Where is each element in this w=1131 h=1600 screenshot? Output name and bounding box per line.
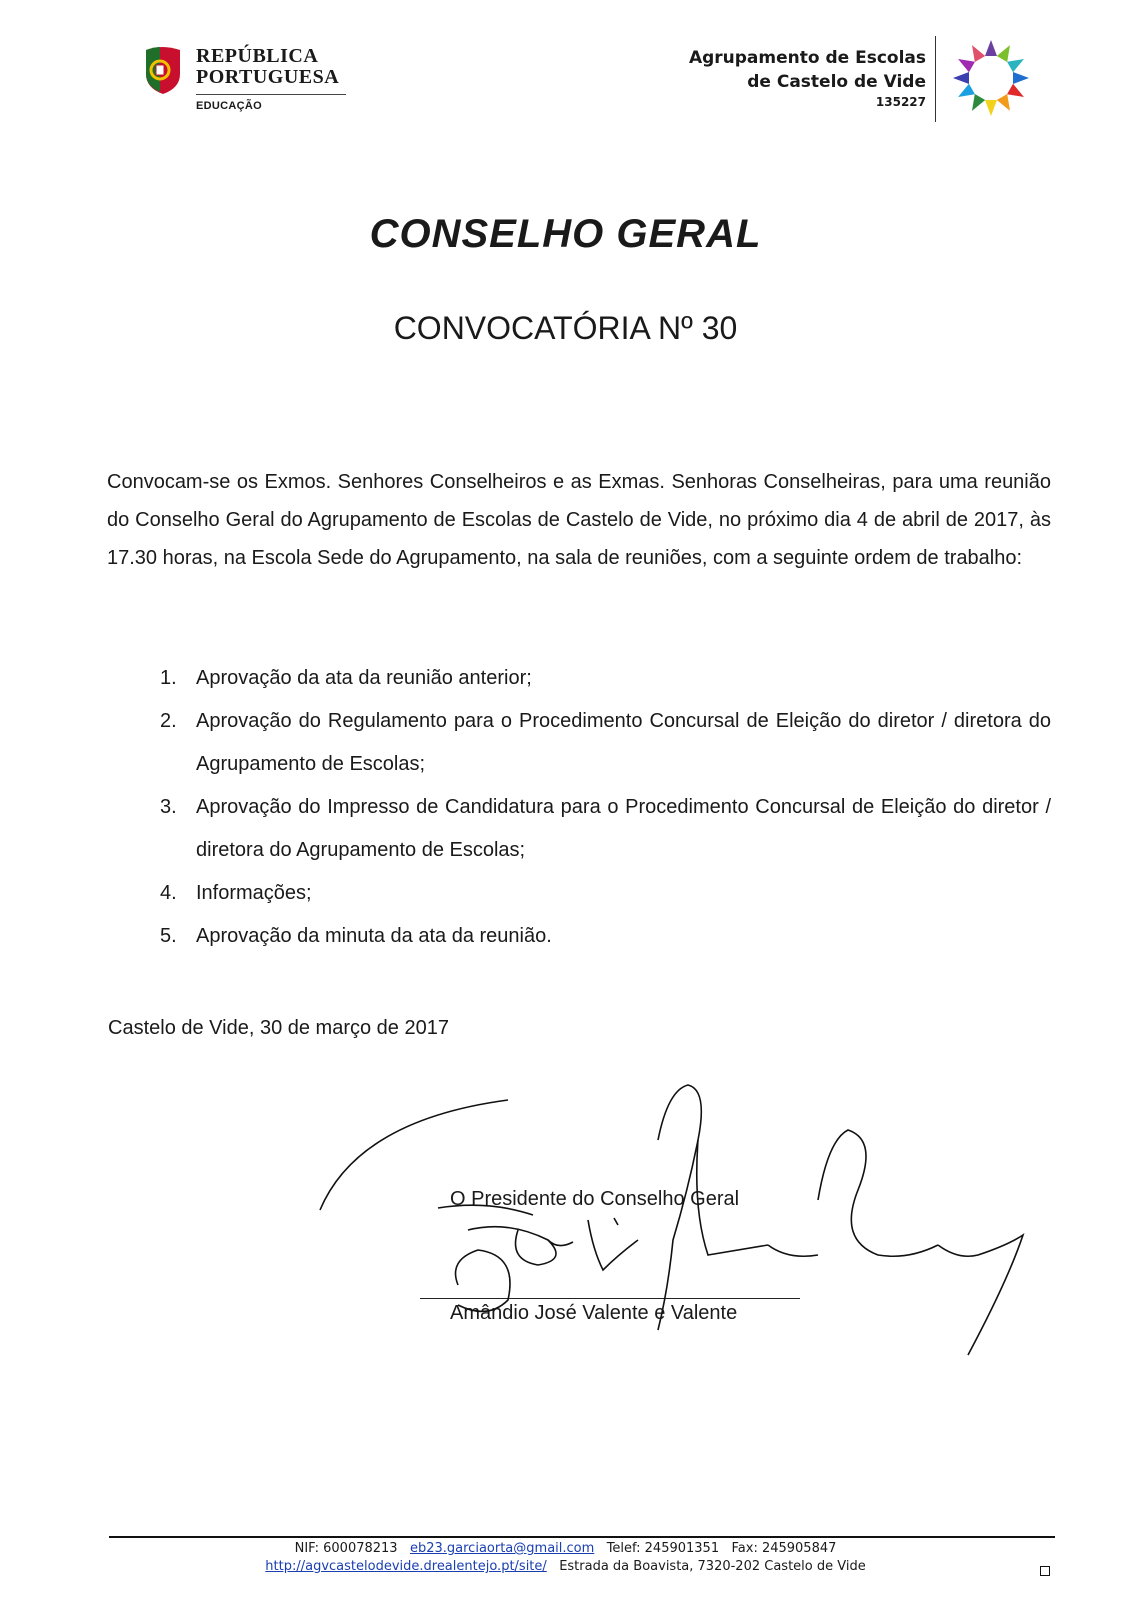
footer-fax: Fax: 245905847 bbox=[731, 1541, 837, 1556]
footer-address: Estrada da Boavista, 7320-202 Castelo de Vide bbox=[559, 1559, 866, 1574]
intro-paragraph: Convocam-se os Exmos. Senhores Conselheiros e as Exmas. Senhoras Conselheiras, para uma reunião do Conselho Geral do Agrupamento de Escolas de Castelo de Vide, no próximo dia 4 de abril de 2017, às 17.30 horas, na Escola Sede do Agrupamento, na sala de reuniões, com a seguinte ordem de trabalho: bbox=[107, 471, 1051, 569]
agenda-item: 1. Aprovação da ata da reunião anterior; bbox=[160, 667, 532, 689]
president-name: Amândio José Valente e Valente bbox=[450, 1302, 738, 1324]
footer-square-icon bbox=[1040, 1566, 1050, 1576]
agenda-item: 3. Aprovação do Impresso de Candidatura para o Procedimento Concursal de Eleição do diretor / diretora do Agrupamento de Escolas; bbox=[160, 796, 1051, 861]
footer-line1 bbox=[0, 1540, 1131, 1558]
agenda-item: 2. Aprovação do Regulamento para o Procedimento Concursal de Eleição do diretor / diretora do Agrupamento de Escolas; bbox=[160, 710, 1051, 775]
handwritten-signature-icon bbox=[318, 1080, 1048, 1380]
footer-email-link[interactable]: eb23.garciaorta@gmail.com bbox=[409, 1541, 595, 1556]
footer bbox=[0, 1540, 1131, 1576]
document-title: CONSELHO GERAL bbox=[369, 212, 762, 256]
footer-nif: NIF: 600078213 bbox=[294, 1541, 398, 1556]
agrupamento-name bbox=[689, 46, 926, 110]
agrupamento-line1: Agrupamento de Escolas bbox=[688, 48, 926, 68]
document-subtitle: CONVOCATÓRIA Nº 30 bbox=[393, 310, 738, 346]
place-date: Castelo de Vide, 30 de março de 2017 bbox=[108, 1017, 449, 1039]
republica-portuguesa-title: REPÚBLICA PORTUGUESA bbox=[196, 45, 340, 88]
header-divider bbox=[196, 94, 346, 95]
agrupamento-code: 135227 bbox=[875, 95, 926, 109]
agenda-list bbox=[160, 657, 1051, 958]
agenda-item: 4. Informações; bbox=[160, 882, 312, 904]
agenda-item: 5. Aprovação da minuta da ata da reunião. bbox=[160, 925, 552, 947]
republica-subtitle: EDUCAÇÃO bbox=[196, 100, 262, 112]
footer-rule bbox=[109, 1536, 1055, 1538]
footer-line2 bbox=[0, 1558, 1131, 1576]
agrupamento-line2: de Castelo de Vide bbox=[747, 72, 926, 92]
footer-site-link[interactable]: http://agvcastelodevide.drealentejo.pt/site/ bbox=[265, 1559, 547, 1574]
header-vertical-divider bbox=[935, 36, 936, 122]
agrupamento-logo-icon bbox=[942, 38, 1040, 118]
footer-telef: Telef: 245901351 bbox=[606, 1541, 720, 1556]
republica-emblem-icon bbox=[142, 44, 184, 96]
president-label: O Presidente do Conselho Geral bbox=[450, 1188, 740, 1210]
